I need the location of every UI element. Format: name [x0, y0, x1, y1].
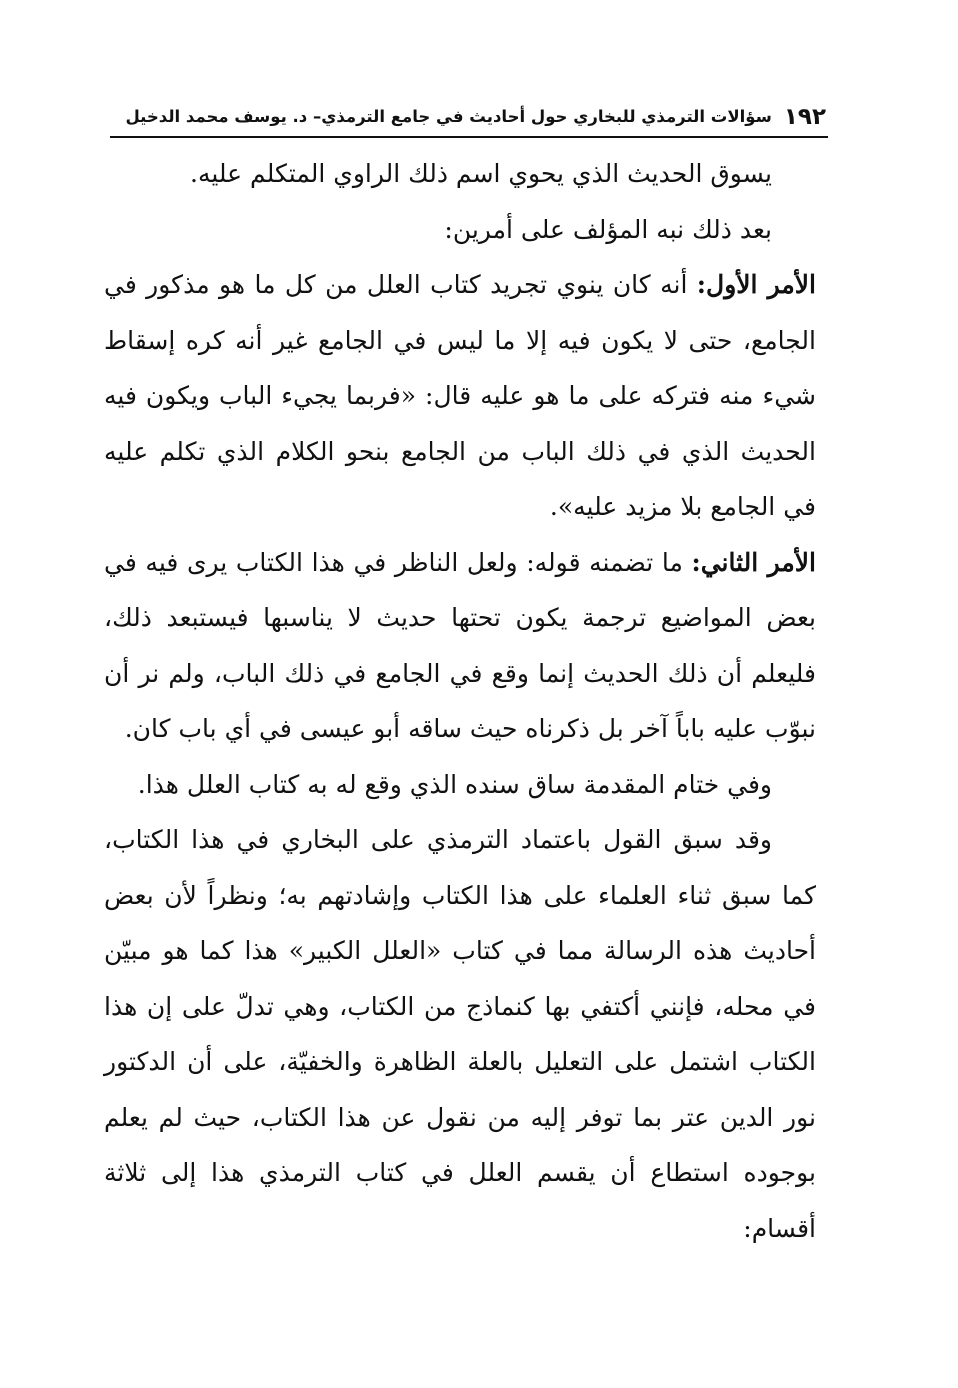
paragraph-first-matter — [104, 257, 816, 535]
paragraph-2 — [104, 202, 816, 258]
paragraph-2-text: بعد ذلك نبه المؤلف على أمرين: — [444, 214, 772, 244]
paragraph-1-text: يسوق الحديث الذي يحوي اسم ذلك الراوي المتكلم عليه. — [190, 159, 772, 188]
paragraph-6 — [104, 812, 816, 1256]
page-number: ١٩٢ — [783, 104, 826, 130]
paragraph-second-matter — [104, 535, 816, 757]
second-matter-text: ما تضمنه قوله: ولعل الناظر في هذا الكتاب يرى فيه في بعض المواضيع ترجمة يكون تحتها حديث لا يناسبها فيستبعد ذلك، فليعلم أن ذلك الحديث إنما وقع في الجامع في ذلك الباب، ولم نر أن نبوّب عليه باباً آخر بل ذكرناه حيث ساقه أبو عيسى في أي باب كان. — [104, 547, 816, 743]
running-title: سؤالات الترمذي للبخاري حول أحاديث في جامع الترمذي– د. يوسف محمد الدخيل — [125, 107, 772, 126]
header-divider — [110, 136, 828, 138]
paragraph-5-text: وفي ختام المقدمة ساق سنده الذي وقع له به كتاب العلل هذا. — [137, 769, 772, 799]
first-matter-text: أنه كان ينوي تجريد كتاب العلل من كل ما هو مذكور في الجامع، حتى لا يكون فيه إلا ما ليس في الجامع غير أنه كره إسقاط شيء منه فتركه على ما هو عليه قال: «فربما يجيء الباب ويكون فيه الحديث الذي في ذلك الباب من الجامع بنحو الكلام الذي تكلم عليه في الجامع بلا مزيد عليه». — [104, 270, 816, 521]
second-matter-heading: الأمر الثاني: — [691, 547, 817, 577]
running-header — [108, 96, 826, 132]
first-matter-heading: الأمر الأول: — [696, 270, 816, 299]
paragraph-5 — [104, 757, 816, 813]
body-text — [104, 146, 816, 1256]
paragraph-6-text: وقد سبق القول باعتماد الترمذي على البخاري في هذا الكتاب، كما سبق ثناء العلماء على هذا الكتاب وإشادتهم به؛ ونظراً لأن بعض أحاديث هذه الرسالة مما في كتاب «العلل الكبير» هذا كما هو مبيّن في محله، فإنني أكتفي بها كنماذج من الكتاب، وهي تدلّ على إن هذا الكتاب اشتمل على التعليل بالعلة الظاهرة والخفيّة، على أن الدكتور نور الدين عتر بما توفر إليه من نقول عن هذا الكتاب، حيث لم يعلم بوجوده استطاع أن يقسم العلل في كتاب الترمذي هذا إلى ثلاثة أقسام: — [104, 825, 816, 1243]
paragraph-1 — [104, 146, 816, 202]
